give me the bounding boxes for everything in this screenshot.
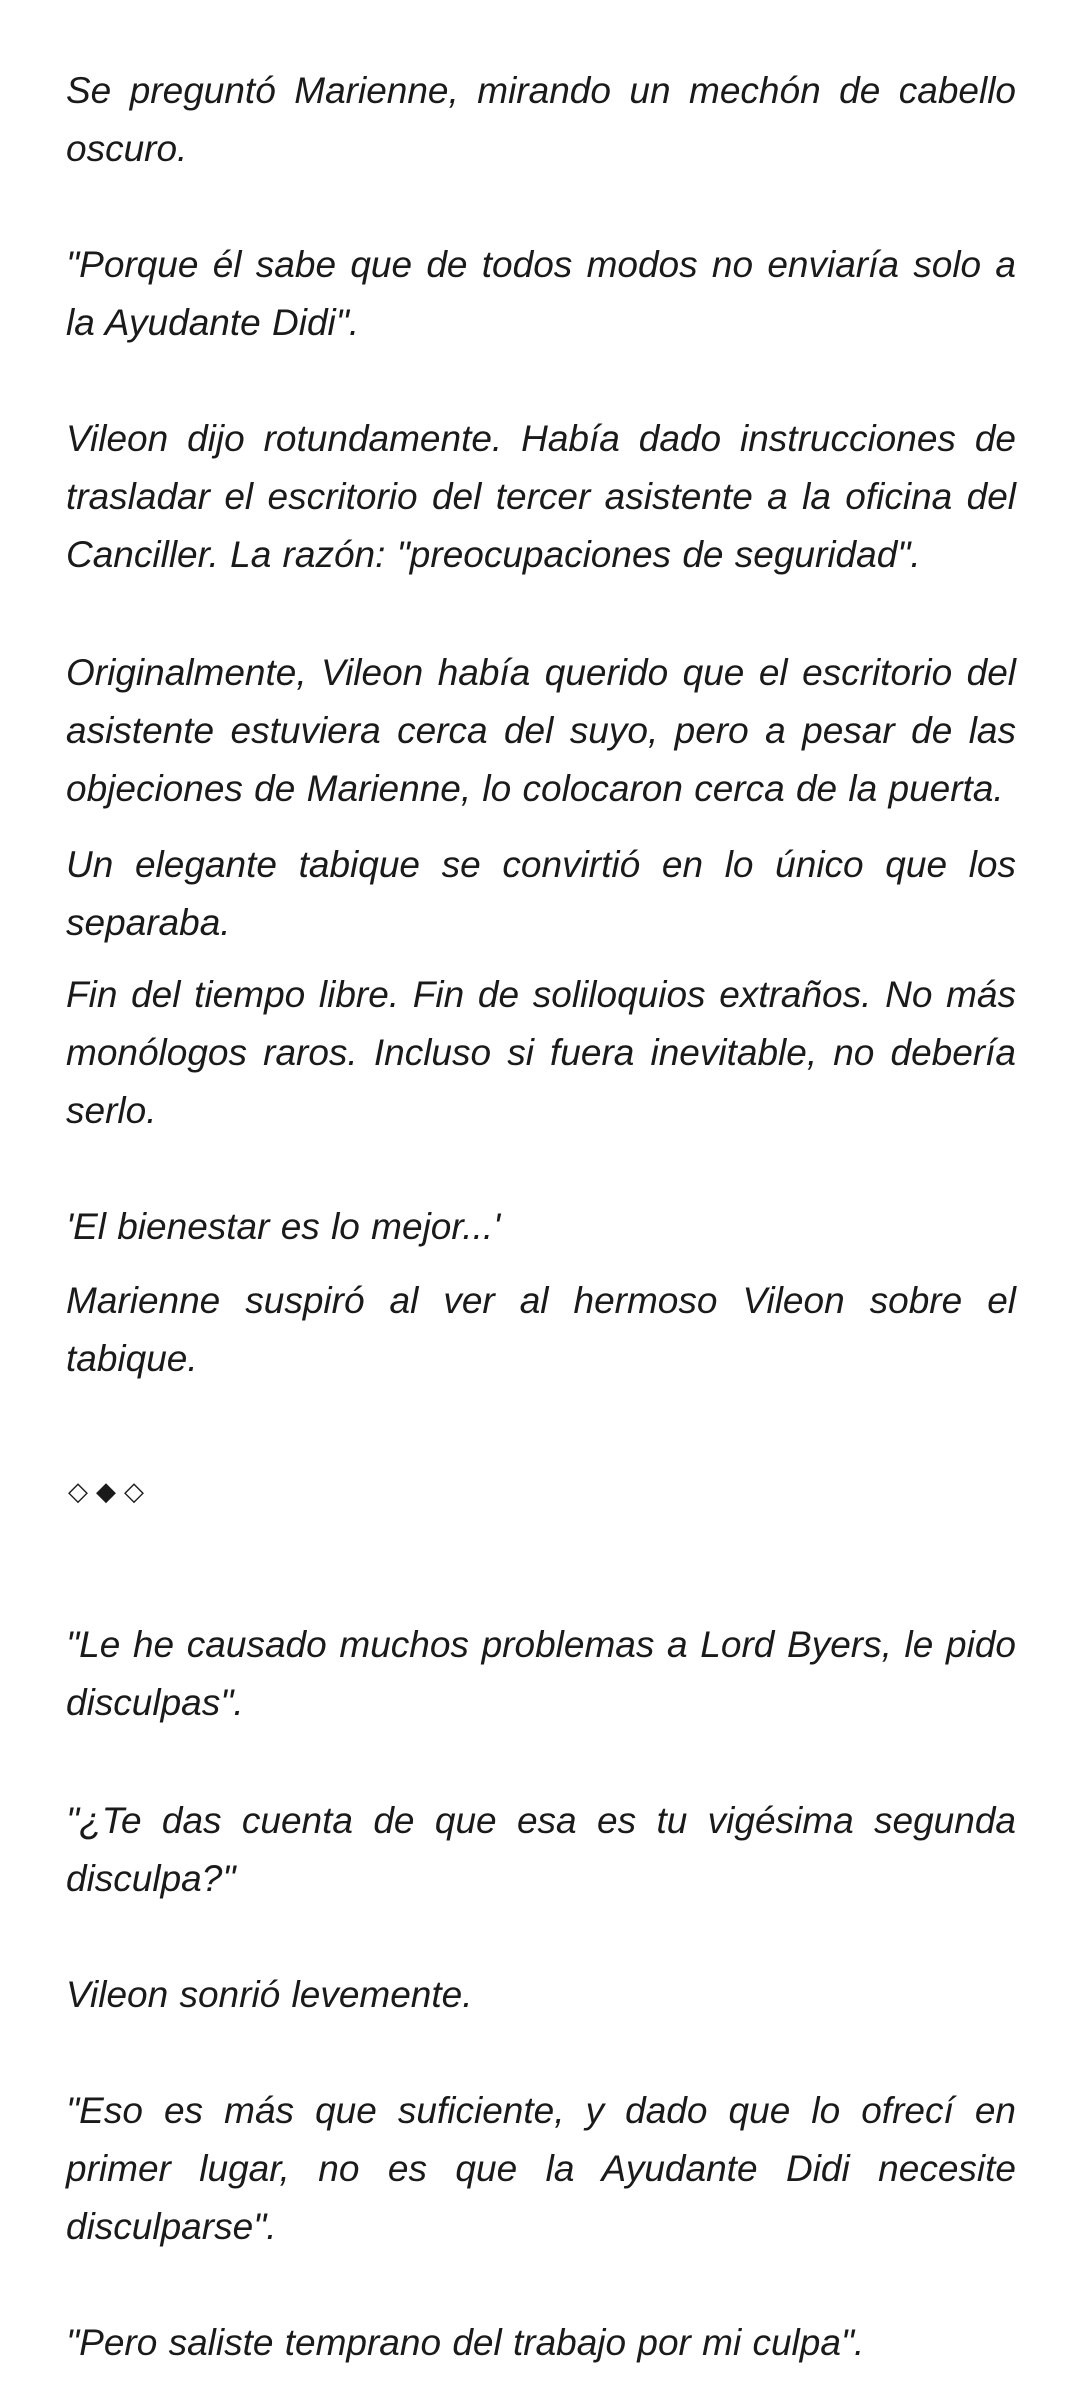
paragraph-6: Fin del tiempo libre. Fin de soliloquios extraños. No más monólogos raros. Incluso si fuera inevitable, no debería serlo.: [66, 974, 1016, 1131]
paragraph-12: "Eso es más que suficiente, y dado que lo ofrecí en primer lugar, no es que la Ayudante Didi necesite disculparse".: [66, 2090, 1016, 2247]
paragraph-9: "Le he causado muchos problemas a Lord Byers, le pido disculpas".: [66, 1624, 1016, 1723]
paragraph-10: "¿Te das cuenta de que esa es tu vigésima segunda disculpa?": [66, 1800, 1016, 1899]
paragraph-5: Un elegante tabique se convirtió en lo único que los separaba.: [66, 844, 1016, 943]
paragraph-13: "Pero saliste temprano del trabajo por mi culpa".: [66, 2322, 865, 2363]
outline-diamond-icon: ◇: [68, 1477, 88, 1507]
paragraph-8: Marienne suspiró al ver al hermoso Vileon sobre el tabique.: [66, 1280, 1016, 1379]
filled-diamond-icon: ◆: [96, 1477, 116, 1507]
outline-diamond-icon: ◇: [124, 1477, 144, 1507]
paragraph-1: Se preguntó Marienne, mirando un mechón de cabello oscuro.: [66, 70, 1016, 169]
paragraph-2: "Porque él sabe que de todos modos no enviaría solo a la Ayudante Didi".: [66, 244, 1016, 343]
scene-break-separator: [68, 1472, 144, 1512]
paragraph-11: Vileon sonrió levemente.: [66, 1974, 473, 2015]
paragraph-4: Originalmente, Vileon había querido que el escritorio del asistente estuviera cerca del suyo, pero a pesar de las objeciones de Marienne, lo colocaron cerca de la puerta.: [66, 652, 1016, 809]
paragraph-3: Vileon dijo rotundamente. Había dado instrucciones de trasladar el escritorio del tercer asistente a la oficina del Canciller. La razón: "preocupaciones de seguridad".: [66, 418, 1016, 575]
paragraph-7: 'El bienestar es lo mejor...': [66, 1206, 501, 1247]
